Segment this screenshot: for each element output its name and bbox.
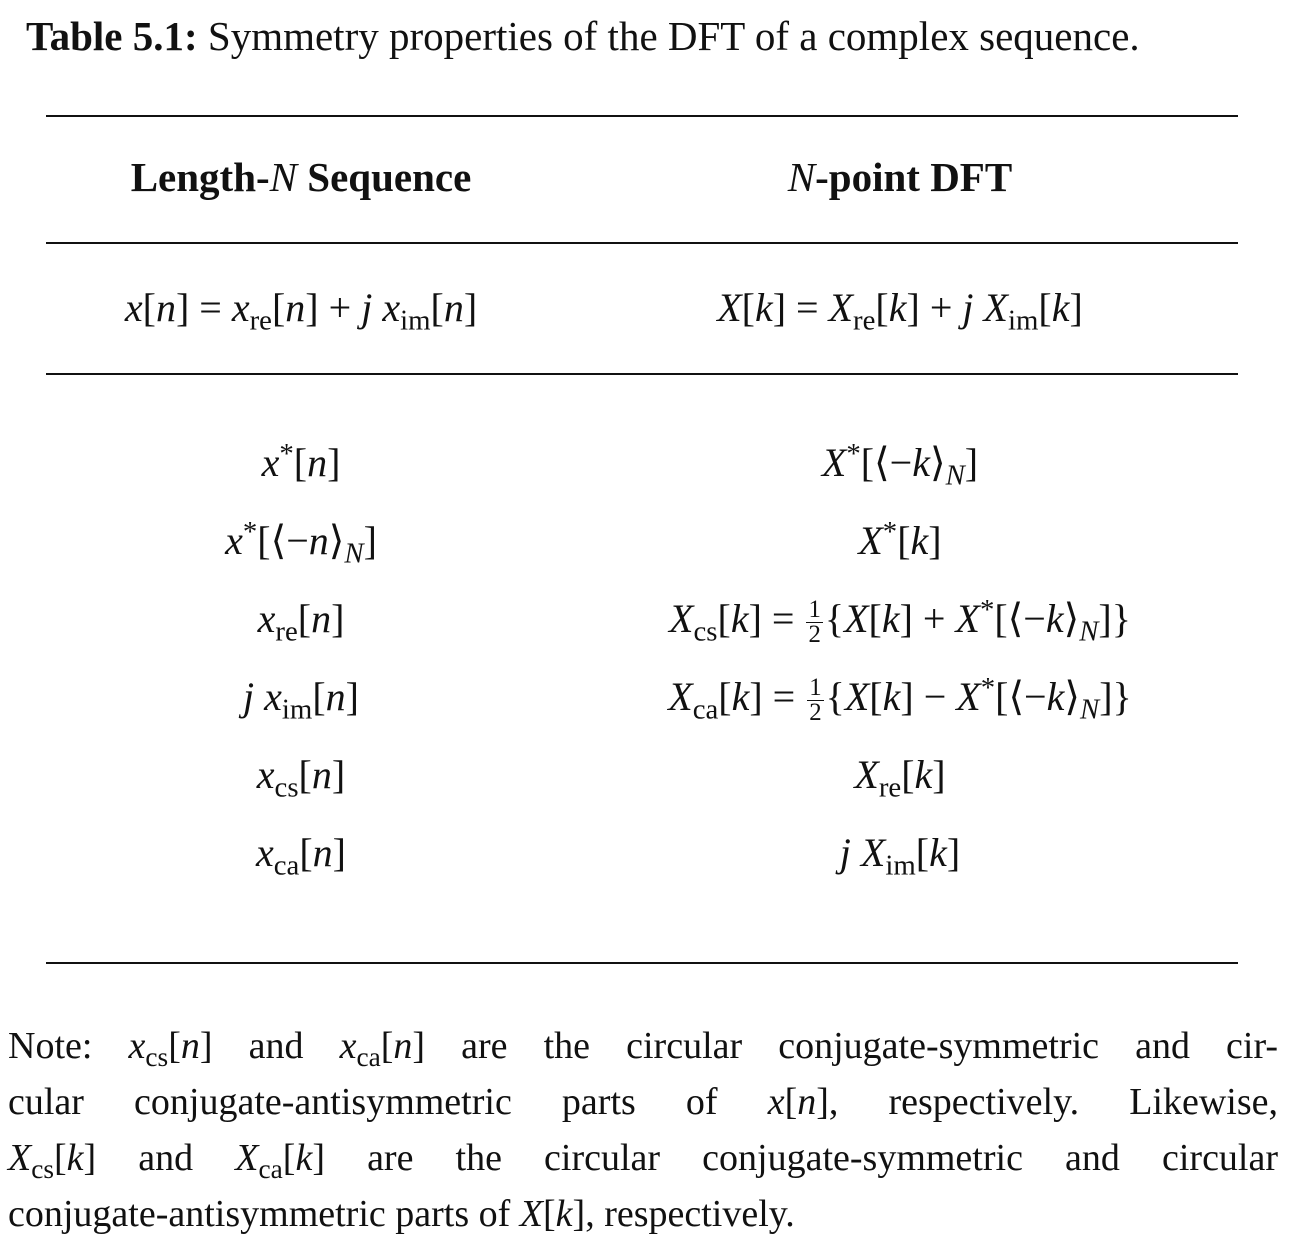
bottom-rule [46, 962, 1238, 964]
table-row-sequence: $x_{cs}[n]$ [256, 752, 346, 804]
top-row-dft: $X[k] = X_{re}[k] + j$ $X_{im}[k]$ [717, 285, 1083, 337]
header-rule [46, 242, 1238, 244]
table-row-sequence: $x_{re}[n]$ [257, 596, 345, 648]
table-row-dft: j $X_{im}[k]$ [839, 830, 961, 882]
column-header-dft: N-point DFT [787, 154, 1013, 200]
table-row-sequence: $x^*[⟨-n⟩_N]$ [225, 516, 377, 570]
table-caption [26, 8, 1276, 64]
table-row-sequence: $x_{ca}[n]$ [256, 830, 346, 882]
caption-text: Symmetry properties of the DFT of a complex sequence. [207, 13, 1140, 59]
table-row-sequence: j $x_{im}[n]$ [243, 674, 359, 726]
note-line-4: conjugate-antisymmetric parts of X[k], respectively. [8, 1193, 795, 1235]
table-note [8, 1018, 1278, 1242]
table-row-dft: $X_{cs}[k]$ = $\frac{1}{2}$ $\{X[k] + X^*[⟨-k⟩_N]\}$ [669, 594, 1131, 649]
note-line-1: Note: $x_{cs}[n]$ and $x_{ca}[n]$ are the circular conjugate-symmetric and cir- [8, 1025, 1279, 1073]
table-row-dft: $X_{re}[k]$ [854, 752, 946, 804]
table-row-dft: $X^*[⟨-k⟩_N]$ [821, 438, 979, 492]
top-rule [46, 115, 1238, 117]
table-row-dft: X*[k] [858, 516, 942, 563]
column-header-sequence: Length-N Sequence [130, 154, 472, 200]
table-row-dft: $X_{ca}[k]$ = $\frac{1}{2}$ $\{X[k] - X^*[⟨-k⟩_N]\}$ [668, 672, 1132, 727]
body-rule [46, 373, 1238, 375]
note-line-2: cular conjugate-antisymmetric parts of x[n], respectively. Likewise, [8, 1081, 1279, 1123]
note-line-3: $X_{cs}[k]$ and $X_{ca}[k]$ are the circular conjugate-symmetric and circular [8, 1137, 1279, 1185]
caption-label: Table 5.1: [26, 13, 198, 59]
table-row-sequence: x*[n] [261, 438, 341, 485]
top-row-sequence: $x[n] = x_{re}[n] + j$ $x_{im}[n]$ [124, 285, 478, 337]
